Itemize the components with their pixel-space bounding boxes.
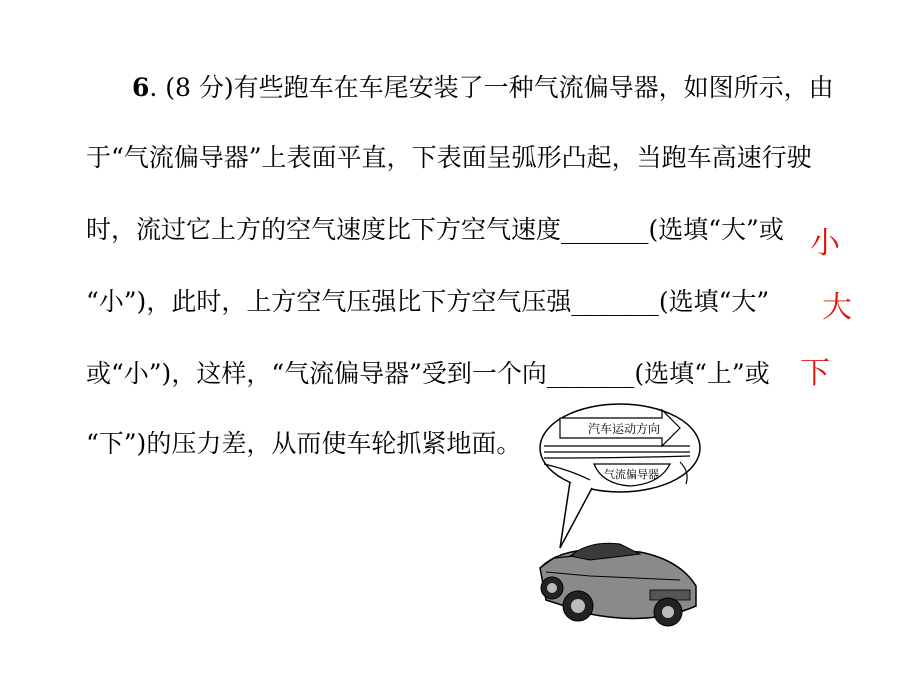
question-line-6: “下”)的压力差，从而使车轮抓紧地面。 xyxy=(86,429,522,458)
answer-2: 大 xyxy=(822,290,852,325)
arrow-label: 汽车运动方向 xyxy=(588,422,661,436)
question-line-1 xyxy=(132,68,892,108)
question-line-4: “小”)，此时，上方空气压强比下方空气压强_______(选填“大” xyxy=(86,287,770,316)
deflector-label: 气流偏导器 xyxy=(604,468,659,481)
question-number: 6 xyxy=(132,73,150,102)
answer-3: 下 xyxy=(800,356,830,391)
question-text-1: . (8 分)有些跑车在车尾安装了一种气流偏导器，如图所示，由 xyxy=(149,73,834,102)
question-line-2: 于“气流偏导器”上表面平直，下表面呈弧形凸起，当跑车高速行驶 xyxy=(86,143,812,172)
answer-1: 小 xyxy=(810,226,840,261)
sports-car-figure xyxy=(530,400,710,640)
callout-tail xyxy=(560,482,592,548)
question-line-3: 时，流过它上方的空气速度比下方空气速度_______(选填“大”或 xyxy=(86,215,784,244)
question-line-5: 或“小”)，这样，“气流偏导器”受到一个向_______(选填“上”或 xyxy=(86,359,770,388)
car-illustration xyxy=(540,543,696,626)
